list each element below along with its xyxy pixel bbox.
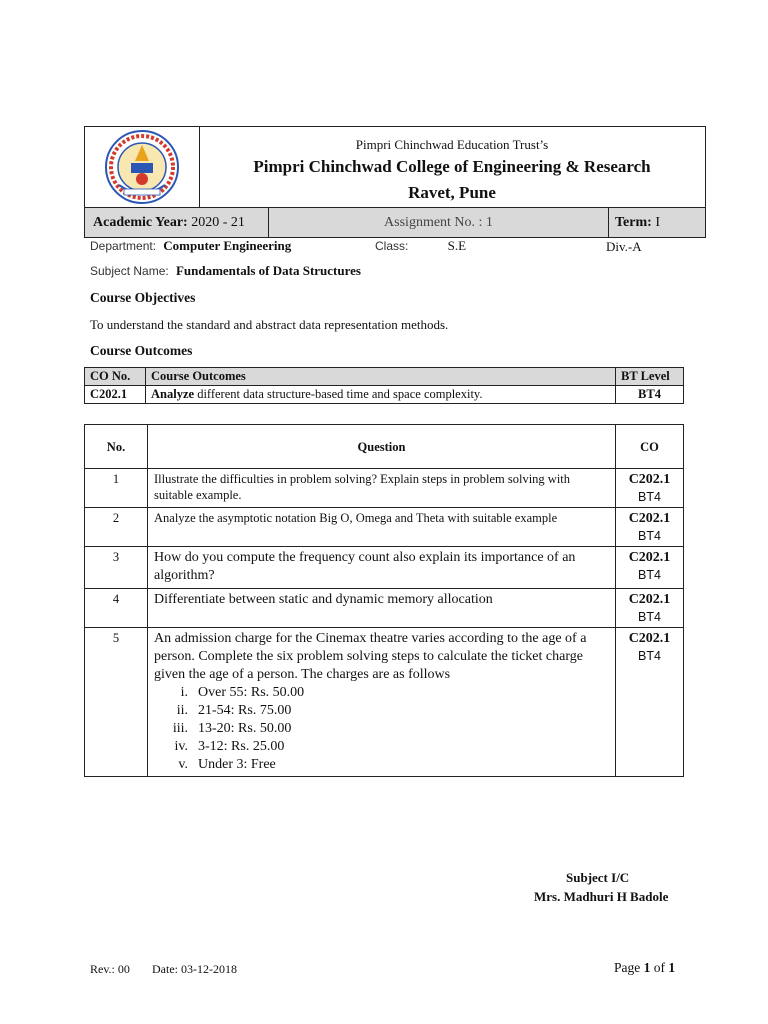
question-no: 4 xyxy=(85,589,148,628)
question-bt: BT4 xyxy=(638,568,661,582)
outcomes-row xyxy=(85,386,684,404)
academic-year-value: 2020 - 21 xyxy=(191,215,245,230)
subject-value: Fundamentals of Data Structures xyxy=(175,263,361,278)
footer-rev: Rev.: 00 xyxy=(90,962,130,976)
list-item-number: i. xyxy=(180,685,188,700)
list-item-text: Under 3: Free xyxy=(198,757,276,772)
class-value: S.E xyxy=(447,238,467,253)
question-text: Illustrate the difficulties in problem solving? Explain steps in problem solving with suitable example. xyxy=(148,469,616,508)
list-item-text: 21-54: Rs. 75.00 xyxy=(198,703,292,718)
question-co-cell xyxy=(616,469,684,508)
list-item xyxy=(154,720,609,738)
page-number xyxy=(614,960,675,976)
list-item xyxy=(154,702,609,720)
question-text: How do you compute the frequency count also explain its importance of an algorithm? xyxy=(148,547,616,589)
list-item-number: iv. xyxy=(174,739,188,754)
question-co-cell xyxy=(616,628,684,777)
charges-list xyxy=(154,684,609,774)
question-bt: BT4 xyxy=(638,610,661,624)
term-value: I xyxy=(655,215,660,230)
question-bt: BT4 xyxy=(638,649,661,663)
question-co-cell xyxy=(616,547,684,589)
list-item xyxy=(154,684,609,702)
assignment-cell xyxy=(269,208,609,237)
academic-year-label: Academic Year: xyxy=(93,215,188,230)
outcome-text: different data structure-based time and space complexity. xyxy=(194,387,483,401)
question-row xyxy=(85,469,684,508)
department-line xyxy=(90,238,291,254)
outcome-bt: BT4 xyxy=(616,386,684,404)
term-cell xyxy=(609,208,705,237)
question-co-cell xyxy=(616,589,684,628)
question-co: C202.1 xyxy=(628,550,671,565)
term-label: Term: xyxy=(615,215,652,230)
department-label: Department: xyxy=(90,239,157,253)
questions-header-question: Question xyxy=(148,425,616,469)
question-text-cell xyxy=(148,628,616,777)
question-bt: BT4 xyxy=(638,529,661,543)
question-row xyxy=(85,547,684,589)
class-line xyxy=(375,238,466,254)
header-titles xyxy=(199,127,705,207)
questions-header-no: No. xyxy=(85,425,148,469)
class-label: Class: xyxy=(375,239,409,253)
list-item-text: 3-12: Rs. 25.00 xyxy=(198,739,285,754)
academic-year-cell xyxy=(85,208,269,237)
objectives-heading: Course Objectives xyxy=(90,290,196,305)
college-header xyxy=(84,126,706,208)
question-no: 5 xyxy=(85,628,148,777)
questions-header-row xyxy=(85,425,684,469)
outcomes-header-outcomes: Course Outcomes xyxy=(146,368,616,386)
subject-line xyxy=(90,263,361,279)
list-item-text: Over 55: Rs. 50.00 xyxy=(198,685,305,700)
outcomes-header-bt: BT Level xyxy=(616,368,684,386)
question-co: C202.1 xyxy=(628,631,671,646)
question-no: 1 xyxy=(85,469,148,508)
outcome-co: C202.1 xyxy=(85,386,146,404)
questions-header-co: CO xyxy=(616,425,684,469)
question-bt: BT4 xyxy=(638,490,661,504)
page-current: 1 xyxy=(643,960,651,975)
objectives-text: To understand the standard and abstract data representation methods. xyxy=(90,317,449,332)
division: Div.-A xyxy=(606,239,642,254)
college-logo xyxy=(97,127,187,207)
assignment-number: Assignment No. : 1 xyxy=(384,215,493,230)
list-item-number: v. xyxy=(178,757,188,772)
question-co: C202.1 xyxy=(628,511,671,526)
college-name: Pimpri Chinchwad College of Engineering & Research xyxy=(253,157,651,176)
questions-table xyxy=(84,424,684,777)
question-co: C202.1 xyxy=(628,592,671,607)
page-prefix: Page xyxy=(614,960,644,975)
question-no: 2 xyxy=(85,508,148,547)
footer-date: Date: 03-12-2018 xyxy=(152,962,237,976)
signature-role: Subject I/C xyxy=(566,870,630,885)
outcomes-header-co: CO No. xyxy=(85,368,146,386)
signature-name: Mrs. Madhuri H Badole xyxy=(534,889,669,904)
page-total: 1 xyxy=(668,960,676,975)
college-location: Ravet, Pune xyxy=(408,183,496,202)
question-co: C202.1 xyxy=(628,472,671,487)
subject-label: Subject Name: xyxy=(90,264,169,278)
list-item-number: ii. xyxy=(176,703,188,718)
list-item xyxy=(154,738,609,756)
trust-name: Pimpri Chinchwad Education Trust’s xyxy=(355,137,549,152)
question-text: Analyze the asymptotic notation Big O, Omega and Theta with suitable example xyxy=(148,508,616,547)
question-text: An admission charge for the Cinemax theatre varies according to the age of a person. Complete the six problem solving steps to calculate the ticket charge given the age of a person. The charges are as follows xyxy=(154,631,587,682)
outcomes-header-row xyxy=(85,368,684,386)
list-item-number: iii. xyxy=(172,721,188,736)
outcomes-heading: Course Outcomes xyxy=(90,343,193,358)
outcome-text-cell xyxy=(146,386,616,404)
logo-cell xyxy=(85,127,200,207)
list-item xyxy=(154,756,609,774)
question-no: 3 xyxy=(85,547,148,589)
question-co-cell xyxy=(616,508,684,547)
department-value: Computer Engineering xyxy=(163,238,292,253)
outcomes-table xyxy=(84,367,684,404)
question-row xyxy=(85,628,684,777)
page-of: of xyxy=(650,960,669,975)
question-row xyxy=(85,508,684,547)
question-text: Differentiate between static and dynamic memory allocation xyxy=(148,589,616,628)
info-row xyxy=(84,208,706,238)
list-item-text: 13-20: Rs. 50.00 xyxy=(198,721,292,736)
outcome-verb: Analyze xyxy=(151,387,195,401)
question-row xyxy=(85,589,684,628)
